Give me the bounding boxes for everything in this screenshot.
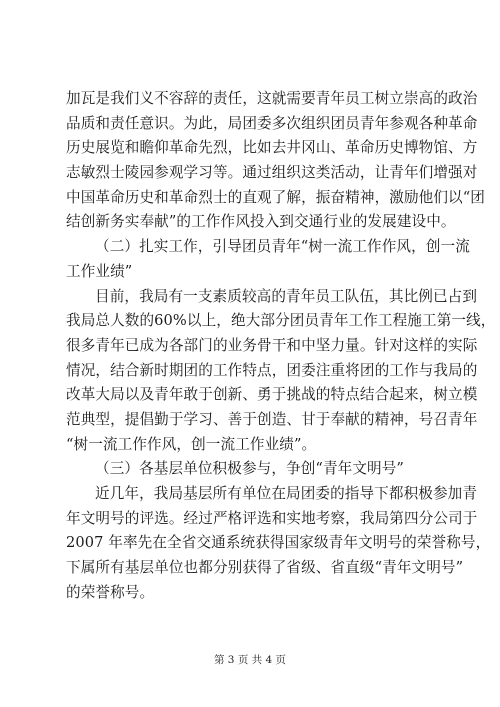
text-line-15: “树一流工作作风，创一流工作业绩”。 <box>66 435 317 453</box>
text-line-21: 的荣誉称号。 <box>66 583 155 601</box>
text-line-4: 志敏烈士陵园参观学习等。通过组织这类活动，让青年们增强对 <box>66 164 478 182</box>
text-line-20: 下属所有基层单位也都分别获得了省级、省直级“青年文明号” <box>66 559 464 577</box>
text-line-14: 范典型，提倡勤于学习、善于创造、甘于奉献的精神，号召青年 <box>66 410 478 428</box>
text-line-11: 很多青年已成为各部门的业务骨干和中坚力量。针对这样的实际 <box>66 336 478 354</box>
text-line-10: 我局总人数的60%以上，绝大部分团员青年工作工程施工第一线， <box>66 312 496 330</box>
text-line-19: 2007 年率先在全省交通系统获得国家级青年文明号的荣誉称号， <box>66 534 491 552</box>
text-line-9: 目前，我局有一支素质较高的青年员工队伍，其比例已占到 <box>95 287 478 305</box>
text-line-18: 年文明号的评选。经过严格评选和实地考察，我局第四分公司于 <box>66 509 478 527</box>
text-line-3: 历史展览和瞻仰革命先烈，比如去井冈山、革命历史博物馆、方 <box>66 139 478 157</box>
text-line-1: 加瓦是我们义不容辞的责任，这就需要青年员工树立崇高的政治 <box>66 90 478 107</box>
page-number-footer: 第 3 页 共 4 页 <box>213 654 287 666</box>
text-line-6: 结创新务实奉献”的工作作风投入到交通行业的发展建设中。 <box>66 213 456 231</box>
text-line-13: 改革大局以及青年敢于创新、勇于挑战的特点结合起来，树立模 <box>66 386 478 404</box>
text-line-17: 近几年，我局基层所有单位在局团委的指导下都积极参加青 <box>95 485 478 502</box>
section-heading-2-line-1: （二）扎实工作，引导团员青年“树一流工作作风，创一流 <box>95 238 470 256</box>
section-heading-2-line-2: 工作业绩” <box>66 262 133 280</box>
document-body <box>66 87 496 605</box>
text-line-12: 情况，结合新时期团的工作特点，团委注重将团的工作与我局的 <box>66 361 478 379</box>
text-line-5: 中国革命历史和革命烈士的直观了解，振奋精神，激励他们以“团 <box>66 188 485 206</box>
section-heading-3: （三）各基层单位积极参与，争创“青年文明号” <box>95 460 404 478</box>
text-line-2: 品质和责任意识。为此，局团委多次组织团员青年参观各种革命 <box>66 114 478 132</box>
